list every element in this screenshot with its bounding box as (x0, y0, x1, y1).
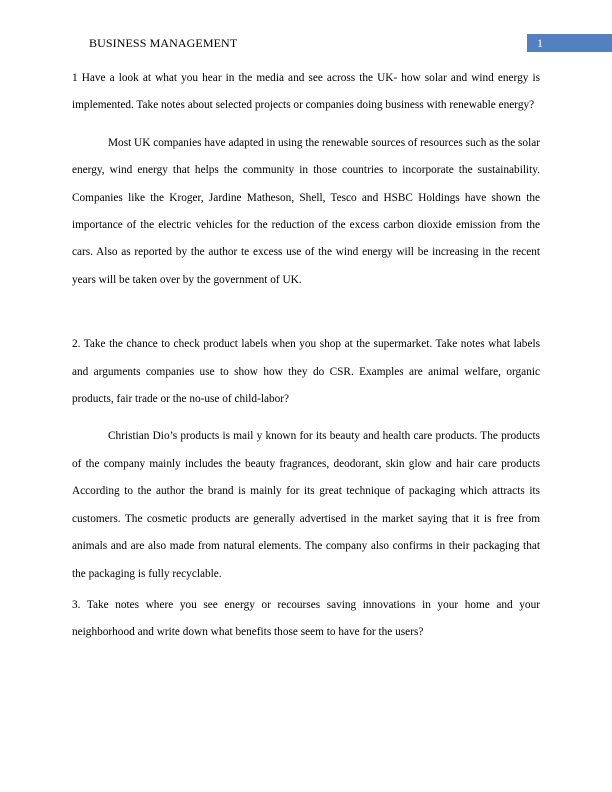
question-2: 2. Take the chance to check product labels when you shop at the supermarket. Take notes what labels and arguments companies use to show how they do CSR. Examples are animal welfare, organic products, fair trade or the no-use of child-labor? (72, 338, 540, 406)
document-body (72, 65, 540, 647)
question-3: 3. Take notes where you see energy or recourses saving innovations in your home and your neighborhood and write down what benefits those seem to have for the users? (72, 598, 540, 639)
answer-2: Christian Dio’s products is mail y known for its beauty and health care products. The products of the company mainly includes the beauty fragrances, deodorant, skin glow and hair care products According to the author the brand is mainly for its great technique of packaging which attracts its customers. The cosmetic products are generally advertised in the market saying that it is free from animals and are also made from natural elements. The company also confirms in their packaging that the packaging is fully recyclable. (72, 430, 540, 580)
answer-1: Most UK companies have adapted in using the renewable sources of resources such as the solar energy, wind energy that helps the community in those countries to incorporate the sustainability. Companies like the Kroger, Jardine Matheson, Shell, Tesco and HSBC Holdings have shown the importance of the electric vehicles for the reduction of the excess carbon dioxide emission from the cars. Also as reported by the author te excess use of the wind energy will be increasing in the recent years will be taken over by the government of UK. (72, 136, 540, 286)
page-number: 1 (537, 36, 543, 50)
running-header-title: BUSINESS MANAGEMENT (89, 36, 238, 50)
question-1: 1 Have a look at what you hear in the media and see across the UK- how solar and wind energy is implemented. Take notes about selected projects or companies doing business with renewable energy? (72, 72, 540, 112)
page-number-box (527, 34, 612, 52)
